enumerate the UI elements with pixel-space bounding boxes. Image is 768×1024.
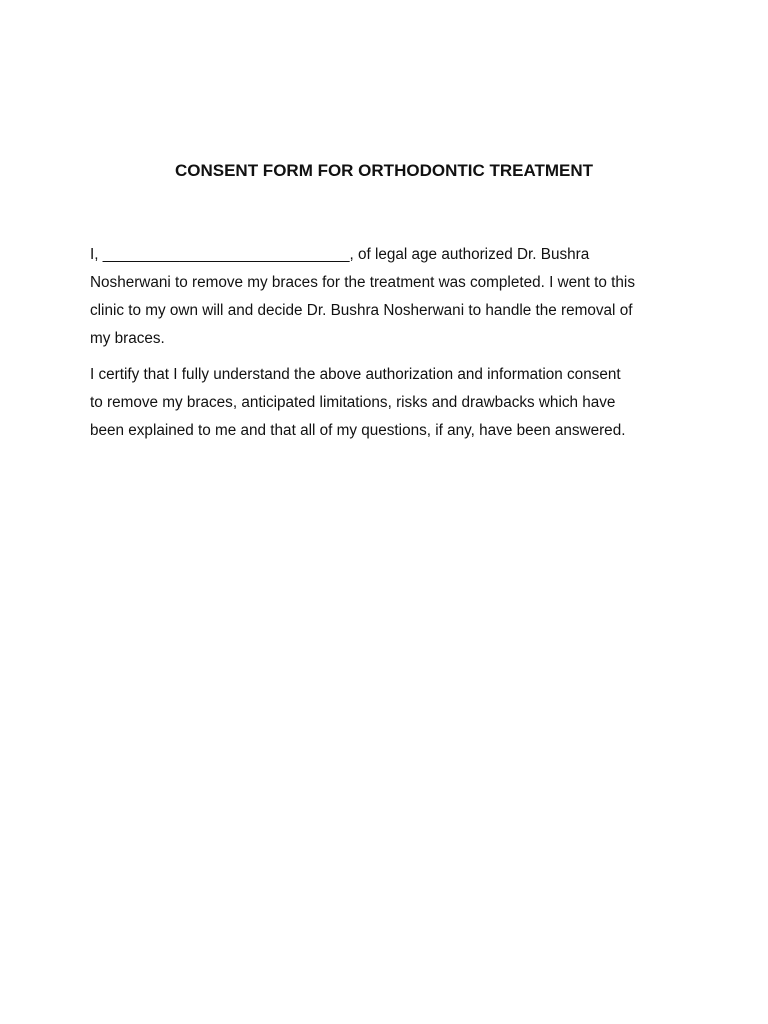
consent-paragraph-authorization	[90, 241, 690, 353]
text-line: I certify that I fully understand the above authorization and information consent	[90, 366, 621, 383]
text-line: my braces.	[90, 330, 165, 347]
text-line: Nosherwani to remove my braces for the treatment was completed. I went to this	[90, 274, 635, 291]
consent-paragraph-certification	[90, 361, 690, 445]
text-line: I, _____________________________, of legal age authorized Dr. Bushra	[90, 246, 590, 263]
document-title: CONSENT FORM FOR ORTHODONTIC TREATMENT	[174, 161, 594, 180]
text-line: to remove my braces, anticipated limitations, risks and drawbacks which have	[90, 394, 616, 411]
text-line: clinic to my own will and decide Dr. Bushra Nosherwani to handle the removal of	[90, 302, 633, 319]
document-body	[90, 241, 690, 445]
text-line: been explained to me and that all of my questions, if any, have been answered.	[90, 422, 626, 439]
